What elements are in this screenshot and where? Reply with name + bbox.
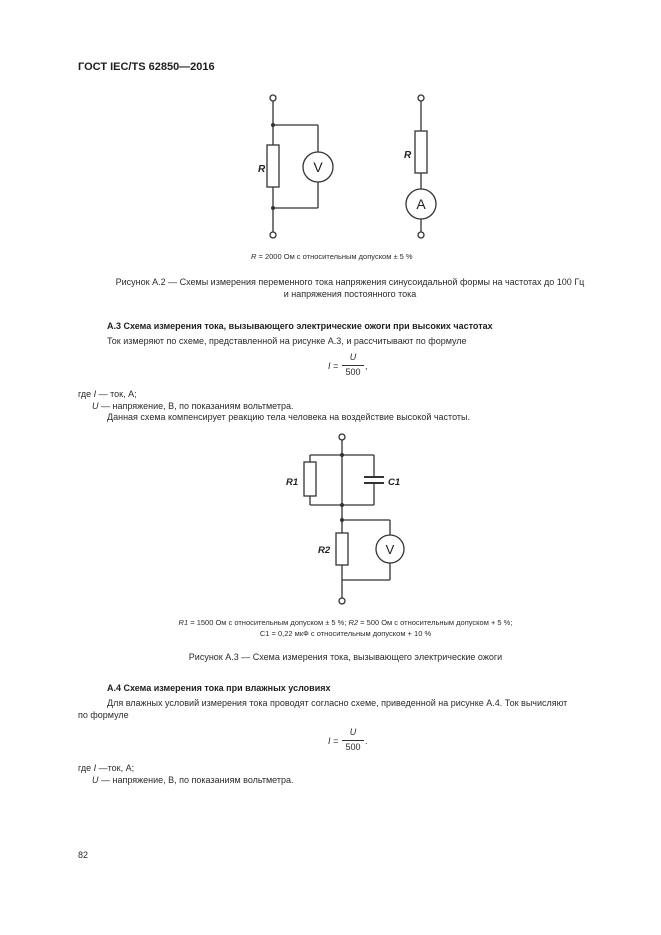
terminal xyxy=(339,434,345,440)
section-a4-heading: А.4 Схема измерения тока при влажных условиях xyxy=(107,683,331,693)
label-r: R xyxy=(404,150,412,161)
label-v: V xyxy=(313,159,323,175)
label-c1: C1 xyxy=(388,477,401,488)
junction-dot xyxy=(340,503,344,507)
label-r2: R2 xyxy=(318,545,331,556)
page-number: 82 xyxy=(78,850,89,860)
figure-a2-note: R = 2000 Ом с относительным допуском ± 5 % xyxy=(251,252,413,261)
section-a3-where-2: U — напряжение, В, по показаниям вольтметра. xyxy=(92,401,294,411)
section-a4-where-2: U — напряжение, В, по показаниям вольтметра. xyxy=(92,775,294,785)
label-v: V xyxy=(385,542,395,557)
figure-a3-caption: Рисунок А.3 — Схема измерения тока, вызывающего электрические ожоги xyxy=(188,652,503,662)
junction-dot xyxy=(340,453,344,457)
label-a: A xyxy=(416,196,426,212)
figure-a3-note: R1 = 1500 Ом с относительным допуском ± 5 %; R2 = 500 Ом с относительным допуском + 5 %; С1 = 0,22 мкФ с относительным допуском + 10 % xyxy=(178,618,513,638)
section-a3-intro: Ток измеряют по схеме, представленной на рисунке А.3, и рассчитывают по формуле xyxy=(107,336,467,346)
junction-dot xyxy=(340,518,344,522)
terminal xyxy=(339,598,345,604)
formula-a3: I = U 500 , xyxy=(328,352,368,377)
section-a4-intro-2: по формуле xyxy=(78,710,129,720)
section-a3-heading: А.3 Схема измерения тока, вызывающего электрические ожоги при высоких частотах xyxy=(107,321,493,331)
section-a4-intro-1: Для влажных условий измерения тока проводят согласно схеме, приведенной на рисунке А.4. Ток вычисляют xyxy=(107,698,568,708)
figure-a2-caption: Рисунок А.2 — Схемы измерения переменного тока напряжения синусоидальной формы на частотах до 100 Гц и напряжения постоянного тока xyxy=(115,277,585,299)
resistor-r1 xyxy=(304,462,316,496)
section-a4-where-1: где I —ток, А; xyxy=(78,763,135,773)
section-a3-paragraph: Данная схема компенсирует реакцию тела человека на воздействие высокой частоты. xyxy=(107,412,470,422)
label-r1: R1 xyxy=(286,477,299,488)
formula-a4: I = U 500 . xyxy=(328,727,368,752)
label-r: R xyxy=(258,164,266,175)
document-header: ГОСТ IEC/TS 62850—2016 xyxy=(78,61,215,73)
section-a3-where-1: где I — ток, А; xyxy=(78,389,137,399)
resistor-r2 xyxy=(336,533,348,565)
